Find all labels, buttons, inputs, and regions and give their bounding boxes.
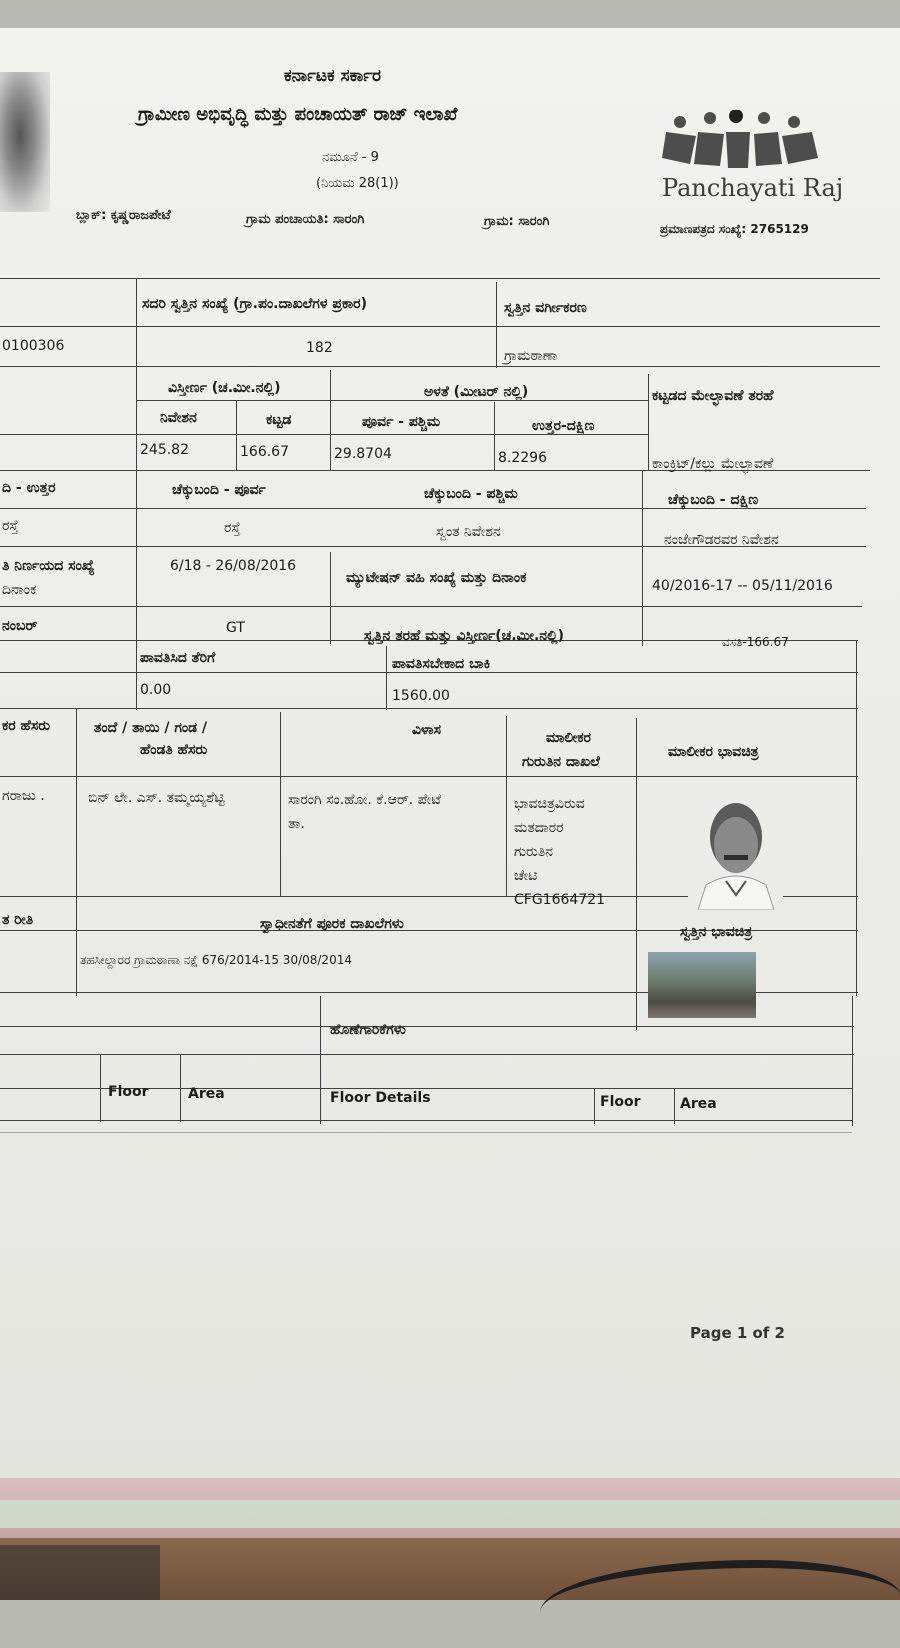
owner-id-label: ಮಾಲೀಕರ [546, 730, 591, 746]
north-south-value: 8.2296 [498, 450, 547, 466]
page-number: Page 1 of 2 [690, 1324, 785, 1342]
government-title: ಕರ್ನಾಟಕ ಸರ್ಕಾರ [284, 66, 382, 86]
property-number-label: ಸದರಿ ಸ್ವತ್ತಿನ ಸಂಖ್ಯೆ (ಗ್ರಾ.ಪಂ.ದಾಖಲೆಗಳ ಪ್ರಕಾರ) [142, 296, 367, 312]
resolution-label: ತಿ ನಿರ್ಣಯದ ಸಂಖ್ಯೆ [2, 558, 95, 574]
method-label: ತ ರೀತಿ [2, 912, 34, 928]
tax-paid-label: ಪಾವತಿಸಿದ ತೆರಿಗೆ [140, 650, 216, 666]
mutation-value: 40/2016-17 -- 05/11/2016 [652, 578, 833, 594]
floor-label: Floor [108, 1084, 149, 1100]
east-boundary: ರಸ್ತೆ [224, 520, 241, 536]
id-value: 0100306 [2, 338, 65, 354]
owner-name-label: ಕರ ಹೆಸರು [2, 718, 51, 734]
owner-name: ಗರಾಜು . [2, 788, 45, 804]
site-label: ನಿವೇಶನ [160, 410, 197, 426]
resolution-value: 6/18 - 26/08/2016 [170, 558, 297, 574]
rule-number: (ನಿಯಮ 28(1)) [316, 176, 399, 191]
property-type-value: ವಸತಿ-166.67 [722, 635, 789, 649]
mutation-label: ಮ್ಯುಟೇಷನ್ ವಹಿ ಸಂಖ್ಯೆ ಮತ್ತು ದಿನಾಂಕ [346, 570, 527, 586]
supporting-docs-label: ಸ್ವಾಧೀನತೆಗೆ ಪೂರಕ ದಾಖಲೆಗಳು [260, 916, 404, 932]
south-boundary: ನಂಜೇಗೌಡರವರ ನಿವೇಶನ [664, 532, 779, 548]
owner-id-label-2: ಗುರುತಿನ ದಾಖಲೆ [522, 754, 600, 770]
certificate-number: ಪ್ರಮಾಣಪತ್ರದ ಸಂಖ್ಯೆ: 2765129 [660, 222, 809, 236]
id-doc-line-2: ಮತದಾರರ [514, 820, 564, 836]
north-south-label: ಉತ್ತರ-ದಕ್ಷಿಣ [532, 418, 595, 434]
north-boundary: ರಸ್ತೆ [2, 518, 19, 534]
tax-paid-value: 0.00 [140, 682, 172, 698]
south-boundary-label: ಚೆಕ್ಕುಬಂದಿ - ದಕ್ಷಿಣ [668, 492, 759, 508]
classification-value: ಗ್ರಾಮಠಾಣಾ [504, 348, 558, 364]
parent-name-label-2: ಹೆಂಡತಿ ಹೆಸರು [140, 742, 208, 758]
classification-label: ಸ್ವತ್ತಿನ ವರ್ಗೀಕರಣ [504, 300, 587, 316]
building-label: ಕಟ್ಟಡ [266, 412, 292, 428]
village-name: ಗ್ರಾಮ: ಸಾರಂಗಿ [484, 214, 550, 229]
desk-shadow [0, 1545, 160, 1600]
block-name: ಬ್ಲಾಕ್: ಕೃಷ್ಣರಾಜಪೇಟೆ [76, 208, 171, 223]
number-value: GT [226, 620, 245, 636]
property-number: 182 [306, 340, 333, 356]
parent-name-label: ತಂದೆ / ತಾಯಿ / ಗಂಡ / [94, 720, 208, 736]
number-label: ನಂಬರ್ [2, 618, 38, 634]
form-number: ನಮೂನೆ - 9 [322, 150, 379, 165]
site-area: 245.82 [140, 442, 189, 458]
green-sheet-edge [0, 1500, 900, 1528]
roof-type-value: ಕಾಂಕ್ರಿಟ್/ಕಲ್ಲು ಮೇಲ್ಛಾವಣೆ [652, 456, 774, 472]
floor-label-2: Floor [600, 1094, 641, 1110]
floor-details-label: Floor Details [330, 1090, 431, 1106]
parent-name: ಬಿನ್ ಲೇ. ಎಸ್. ತಮ್ಮಯ್ಯಶೆಟ್ಟಿ [88, 790, 225, 806]
balance-value: 1560.00 [392, 688, 450, 704]
liabilities-label: ಹೊಣೆಗಾರಿಕೆಗಳು [330, 1022, 406, 1038]
property-photo-label: ಸ್ವತ್ತಿನ ಭಾವಚಿತ್ರ [680, 924, 753, 940]
owner-photo [688, 785, 783, 910]
panchayati-raj-people-icon [658, 110, 828, 170]
panchayati-raj-logo-text: Panchayati Raj [662, 174, 844, 202]
east-west-value: 29.8704 [334, 446, 392, 462]
measure-label: ಅಳತೆ (ಮೀಟರ್ ನಲ್ಲಿ) [424, 384, 529, 400]
property-photo [648, 952, 756, 1018]
state-emblem-icon [0, 72, 50, 212]
building-area: 166.67 [240, 444, 289, 460]
document-page [0, 28, 900, 1478]
address-line-1: ಸಾರಂಗಿ ಸಂ.ಹೋ. ಕೆ.ಆರ್. ಪೇಟೆ [288, 792, 441, 808]
id-doc-number: CFG1664721 [514, 892, 606, 908]
east-boundary-label: ಚೆಕ್ಕುಬಂದಿ - ಪೂರ್ವ [172, 482, 266, 498]
id-doc-line-1: ಭಾವಚಿತ್ರವಿರುವ [514, 796, 585, 812]
area-column-label-2: Area [680, 1096, 717, 1112]
panchayat-name: ಗ್ರಾಮ ಪಂಚಾಯತಿ: ಸಾರಂಗಿ [246, 212, 365, 227]
north-boundary-label: ದಿ - ಉತ್ತರ [2, 480, 56, 496]
west-boundary-label: ಚೆಕ್ಕುಬಂದಿ - ಪಶ್ಚಿಮ [424, 486, 518, 502]
area-label: ವಿಸ್ತೀರ್ಣ (ಚ.ಮೀ.ನಲ್ಲಿ) [168, 380, 281, 396]
owner-photo-label: ಮಾಲೀಕರ ಭಾವಚಿತ್ರ [668, 744, 759, 760]
area-column-label: Area [188, 1086, 225, 1102]
east-west-label: ಪೂರ್ವ - ಪಶ್ಚಿಮ [362, 414, 441, 430]
id-doc-line-4: ಚೇಟಿ [514, 868, 538, 884]
department-title: ಗ್ರಾಮೀಣ ಅಭಿವೃದ್ಧಿ ಮತ್ತು ಪಂಚಾಯತ್ ರಾಜ್ ಇಲಾಖೆ [138, 104, 458, 125]
id-doc-line-3: ಗುರುತಿನ [514, 844, 554, 860]
supporting-doc: ತಹಸೀಲ್ದಾರರ ಗ್ರಾಮಠಾಣಾ ನಕ್ಷೆ 676/2014-15 30/08/2014 [80, 953, 352, 967]
balance-label: ಪಾವತಿಸಬೇಕಾದ ಬಾಕಿ [392, 656, 491, 672]
address-label: ವಿಳಾಸ [412, 722, 442, 738]
roof-type-label: ಕಟ್ಟಡದ ಮೇಲ್ಛಾವಣೆ ತರಹೆ [652, 388, 774, 404]
west-boundary: ಸ್ವಂತ ನಿವೇಶನ [436, 524, 501, 540]
property-type-label: ಸ್ವತ್ತಿನ ತರಹೆ ಮತ್ತು ವಿಸ್ತೀರ್ಣ(ಚ.ಮೀ.ನಲ್ಲಿ) [364, 628, 565, 644]
resolution-date-label: ದಿನಾಂಕ [2, 582, 37, 598]
address-line-2: ತಾ. [288, 816, 305, 832]
